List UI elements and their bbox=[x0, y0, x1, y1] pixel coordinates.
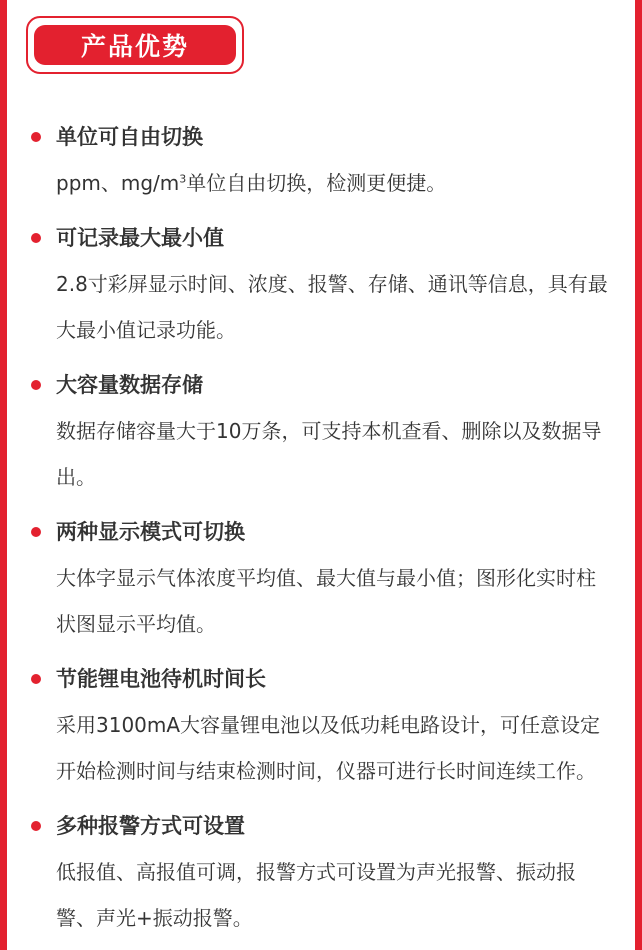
desc-prefix: ppm、mg/m bbox=[56, 171, 180, 195]
feature-title: 大容量数据存储 bbox=[56, 373, 203, 397]
feature-item bbox=[0, 509, 642, 647]
bullet-dot-icon bbox=[31, 233, 41, 243]
feature-item bbox=[0, 803, 642, 941]
feature-title: 节能锂电池待机时间长 bbox=[56, 667, 266, 691]
feature-description: 低报值、高报值可调，报警方式可设置为声光报警、振动报警、声光+振动报警。 bbox=[56, 860, 576, 930]
feature-description: 大体字显示气体浓度平均值、最大值与最小值；图形化实时柱状图显示平均值。 bbox=[56, 566, 596, 636]
bullet-dot-icon bbox=[31, 821, 41, 831]
feature-item bbox=[0, 362, 642, 500]
feature-title: 可记录最大最小值 bbox=[56, 226, 224, 250]
bullet-dot-icon bbox=[31, 380, 41, 390]
feature-description: 2.8寸彩屏显示时间、浓度、报警、存储、通讯等信息，具有最大最小值记录功能。 bbox=[56, 272, 608, 342]
feature-item bbox=[0, 215, 642, 353]
feature-title: 两种显示模式可切换 bbox=[56, 520, 245, 544]
section-header-badge bbox=[26, 16, 244, 74]
bullet-dot-icon bbox=[31, 132, 41, 142]
desc-suffix: 单位自由切换，检测更便捷。 bbox=[186, 171, 447, 195]
feature-item bbox=[0, 656, 642, 794]
feature-item bbox=[0, 114, 642, 206]
superscript: 3 bbox=[179, 172, 187, 186]
feature-list bbox=[0, 114, 642, 950]
feature-description bbox=[56, 160, 612, 206]
bullet-dot-icon bbox=[31, 527, 41, 537]
feature-title: 多种报警方式可设置 bbox=[56, 814, 245, 838]
section-title: 产品优势 bbox=[34, 25, 236, 65]
feature-description: 采用3100mA大容量锂电池以及低功耗电路设计，可任意设定开始检测时间与结束检测时间，仪器可进行长时间连续工作。 bbox=[56, 713, 601, 783]
bullet-dot-icon bbox=[31, 674, 41, 684]
feature-title: 单位可自由切换 bbox=[56, 125, 203, 149]
feature-description: 数据存储容量大于10万条，可支持本机查看、删除以及数据导出。 bbox=[56, 419, 602, 489]
